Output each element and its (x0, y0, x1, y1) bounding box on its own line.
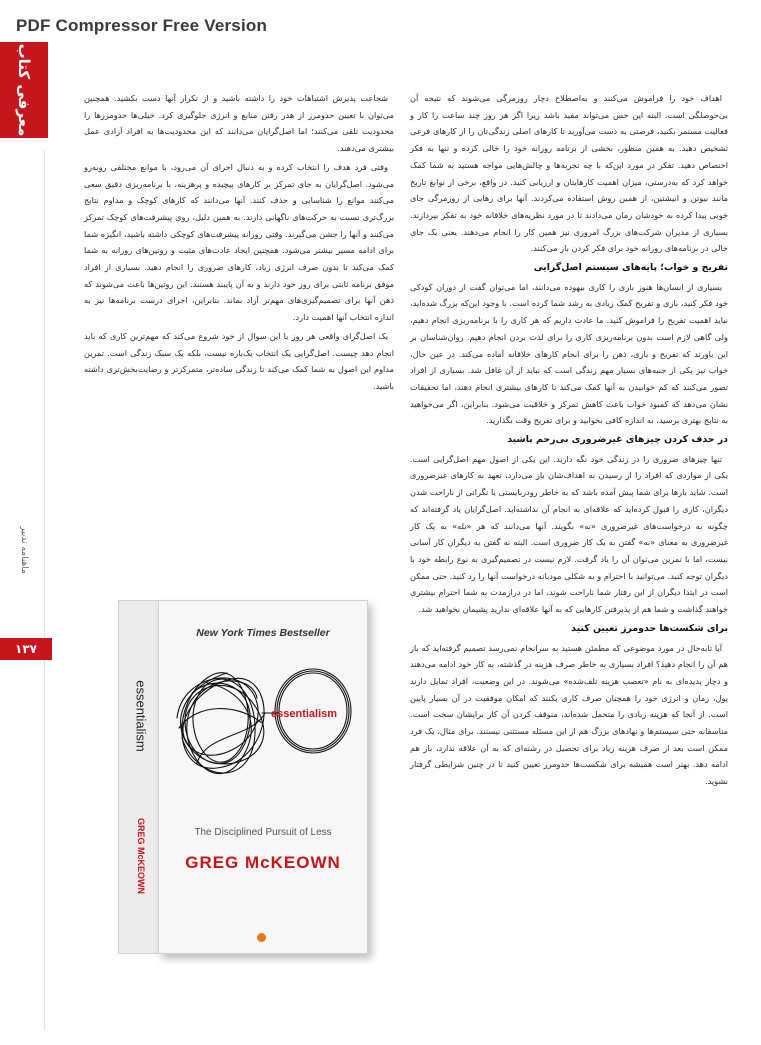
watermark-text: PDF Compressor Free Version (16, 16, 268, 35)
paragraph: یک اصل‌گرای واقعی هر روز با این سوال از خود شروع می‌کند که مهم‌ترین کاری که باید انجام دهد چیست. اصل‌گرایی یک انتخاب یک‌باره نیست، بلکه یک سبک زندگی است. تمرین مداوم این اصول به شما کمک می‌کند تا زندگی ساده‌تر، متمرکزتر و رضایت‌بخش‌تری داشته باشید. (84, 330, 394, 391)
section-heading: برای شکست‌ها حدومرز تعیین کنید (571, 622, 728, 634)
section-tab-label: معرفی کتاب (15, 43, 33, 137)
right-column (410, 90, 728, 990)
left-column (84, 90, 394, 570)
margin-divider (44, 150, 45, 1030)
paragraph: وقتی فرد هدف را انتخاب کرده و به دنبال اجرای آن می‌رود، با موانع مختلفی روبه‌رو می‌شود. اصل‌گرایان به جای تمرکز بر کارهای پیچیده و پرهزینه، با برنامه‌ریزی دقیق سعی می‌کنند موانع را شناسایی و حذف کنند. آنها می‌دانند که کارهای کوچک و مداوم نتایج بزرگ‌تری نسبت به حرکت‌های ناگهانی دارند. به همین دلیل، روی پیشرفت‌های کوچک تمرکز می‌کنند و آنها را جشن می‌گیرند. وقتی روزانه پیشرفت‌های کوچکی داشته باشید، انگیزه شما برای ادامه مسیر بیشتر می‌شود. همچنین ایجاد عادت‌های مثبت و روتین‌های روزانه به شما کمک می‌کند تا بدون صرف انرژی زیاد، کارهای ضروری را انجام دهید. بسیاری از افراد موفق برنامه ثابتی برای روز خود دارند و به آن پایبند هستند. این روتین‌ها باعث می‌شوند که ذهن آنها برای تصمیم‌گیری‌های مهم‌تر آزاد بماند. بنابراین، اجرای درست برنامه‌ها نیز به اندازه انتخاب آنها اهمیت دارد. (84, 161, 394, 323)
section-heading: در حذف کردن چیزهای غیرضروری بی‌رحم باشید (507, 434, 728, 446)
magazine-sidebar (4, 470, 44, 630)
section-tab (0, 42, 48, 138)
spine-author: GREG McKEOWN (136, 817, 146, 895)
book-cover-image (118, 600, 368, 960)
book-front-cover (158, 600, 368, 954)
paragraph: تنها چیزهای ضروری را در زندگی خود نگه دارید. این یکی از اصول مهم اصل‌گرایی است. یکی از مواردی که افراد را از رسیدن به اهداف‌شان باز می‌دارد، تعهد به کارهای غیرضروری است. شاید بارها برای شما پیش آمده باشد که به خاطر رودربایستی یا نگرانی از ناراحت شدن دیگران، کاری را قبول کرده‌اید که علاقه‌ای به انجام آن نداشته‌اید. اصل‌گرایان یاد گرفته‌اند که چگونه به درخواست‌های غیرضروری «نه» بگویند. آنها می‌دانند که هر «بله» به یک کار غیرضروری به معنای «نه» گفتن به یک کار ضروری است. البته نه گفتن به دیگران کار آسانی نیست، اما با تمرین می‌توان آن را یاد گرفت. لازم نیست در تصمیم‌گیری به نوع رابطه خود با دیگران توجه کنید. می‌توانید با احترام و به شکلی مودبانه درخواست آنها را رد کنید. حتی ممکن است در ابتدا دیگران از این رفتار شما ناراحت شوند، اما در درازمدت به شما احترام بیشتری خواهند گذاشت و شما هم از پذیرفتن کارهایی که به آنها علاقه‌ای ندارید پشیمان نخواهید شد. (410, 453, 728, 615)
publisher-logo-icon (257, 933, 266, 942)
page-number: ۱۳۷ (0, 638, 52, 660)
cover-title: essentialism (271, 708, 338, 720)
magazine-name: ماهنامه تدبیر (19, 526, 29, 574)
paragraph: بسیاری از انسان‌ها هنوز بازی را کاری بیهوده می‌دانند، اما می‌توان گفت از دوران کودکی خود فکر کنید، بازی و تفریح کمک زیادی به رشد شما کرده است. با وجود این‌که بزرگ شده‌اید، نباید اهمیت تفریح را فراموش کنید. ما عادت داریم که هر کاری را با برنامه‌ریزی انجام دهیم، ولی گاهی لازم است بدون برنامه‌ریزی کاری را برای لذت بردن انجام دهیم. روان‌شناسان بر این باورند که تفریح و بازی، ذهن را برای انجام کارهای خلاقانه آماده می‌کند. در عین حال، خواب نیز یکی از جنبه‌های بسیار مهم زندگی است که نباید از آن غافل شد. بسیاری از افراد تصور می‌کنند که کم خوابیدن به آنها کمک می‌کند تا کارهای بیشتری انجام دهند، اما تحقیقات نشان می‌دهد که کمبود خواب باعث کاهش تمرکز و خلاقیت می‌شود. بنابراین، اگر می‌خواهید به نتایج بهتری برسید، به اندازه کافی بخوابید و برای تفریح وقت بگذارید. (410, 281, 728, 426)
bestseller-badge: New York Times Bestseller (196, 627, 330, 639)
paragraph: آیا تابه‌حال در مورد موضوعی که مطمئن هستید به سرانجام نمی‌رسد تصمیم گرفته‌اید که باز هم آن را انجام دهید؟ افراد بسیاری به خاطر صرف هزینه در گذشته، به کار خود ادامه می‌دهند و دچار پدیده‌ای به نام «تعصب هزینه تلف‌شده» می‌شوند. در این وضعیت، افراد تمایل دارند پول، زمان و انرژی خود را همچنان صرف کاری بکنند که امکان موفقیت در آن بسیار پایین است. از آنجا که هزینه زیادی را متحمل شده‌اند، متوقف کردن آن کار برایشان سخت است. متاسفانه حتی سیستم‌ها و نهادهای بزرگ هم از این مسئله مستثنی نیستند. برای مثال، یک فرد ممکن است بعد از صرف هزینه زیاد برای تحصیل در رشته‌ای که به آن علاقه ندارد، باز هم ادامه دهد. بهتر است همیشه برای شکست‌ها حدومرز تعیین کنید تا در چنین شرایطی گرفتار نشوید. (410, 642, 728, 787)
section-heading: تفریح و خواب؛ پایه‌های سیستم اصل‌گرایی (533, 262, 728, 274)
cover-author: GREG McKEOWN (185, 853, 341, 872)
spine-title: essentialism (133, 680, 149, 752)
paragraph: شجاعت پذیرش اشتباهات خود را داشته باشید و از تکرار آنها دست بکشید. همچنین می‌توان با تعیین حدومرز از هدر رفتن منابع و انرژی جلوگیری کرد. خیلی‌ها حدومرزها را محدودیت تلقی می‌کنند؛ اما اصل‌گرایان می‌دانند که این محدودیت‌ها به افراد آزادی عمل بیشتری می‌دهند. (84, 93, 394, 154)
cover-subtitle: The Disciplined Pursuit of Less (194, 827, 332, 838)
paragraph: اهداف خود را فراموش می‌کنند و به‌اصطلاح دچار روزمرگی می‌شوند که نتیجه آن بی‌حوصلگی است. البته این حس می‌تواند مفید باشد زیرا اگر هر روز چند ساعت را کار و فعالیت مستمر بکنید، فرصتی به دست می‌آورید تا کارهای اصلی زندگی‌تان را از کارهای فرعی تشخیص دهید. به همین منظور، بخشی از برنامه روزانه خود را خالی کرده و تنها به فکر اختصاص دهید. تفکر در مورد این‌که با چه تجربه‌ها و چالش‌هایی مواجه هستید به شما کمک خواهد کرد که به‌درستی، میزان اهمیت کارهایتان و ارزیابی کنید. در واقع، برخی از نوابغ تاریخ مانند نیوتن و انیشتین، از همین روش استفاده می‌کردند. آنها برای رهایی از روزمرگی جای خوبی پیدا کرده به خودشان زمان می‌دادند تا در مورد نظریه‌های خلاقانه خود به تفکر بپردازند. بسیاری از مدیران شرکت‌های بزرگ امروزی نیز همین کار را انجام می‌دهند. یعنی یک جای خالی در برنامه‌های روزانه خود برای فکر کردن باز می‌کنند. (410, 93, 728, 254)
